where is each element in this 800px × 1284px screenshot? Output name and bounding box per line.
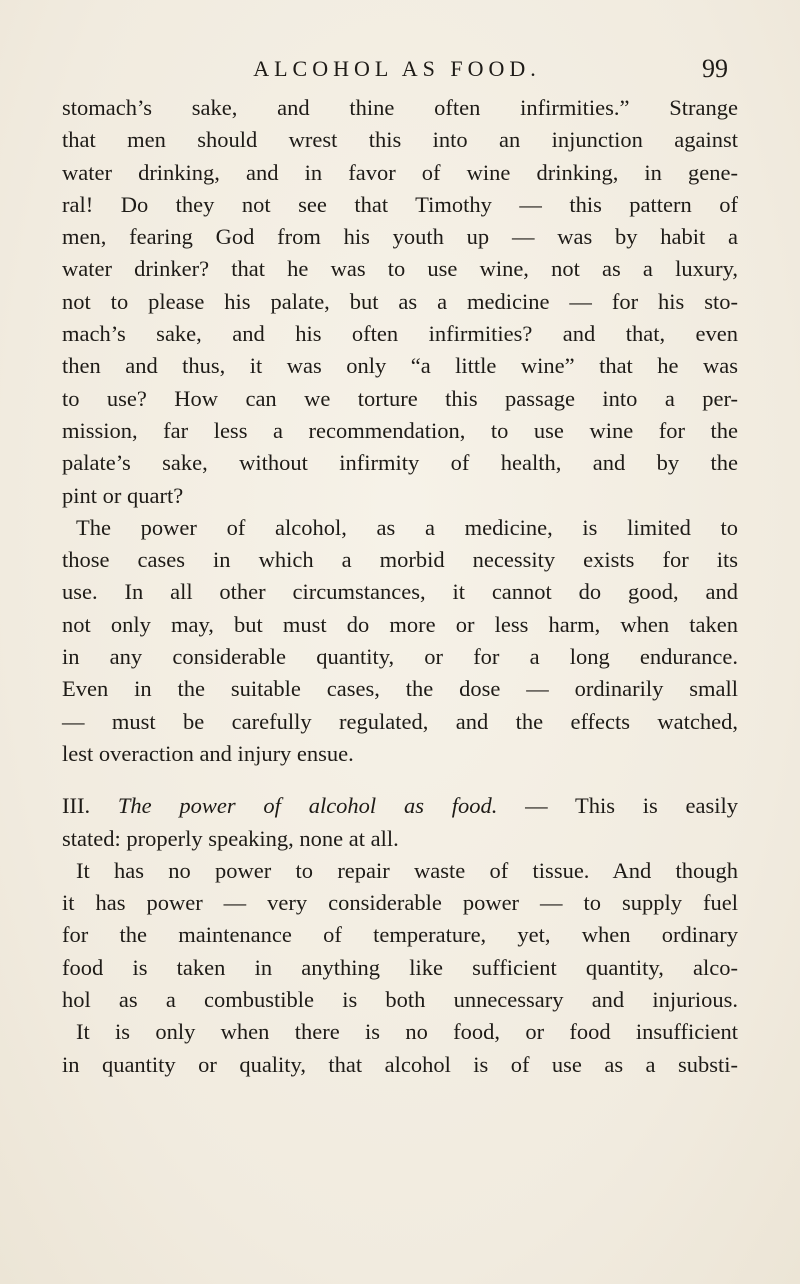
text-line: lest overaction and injury ensue. — [62, 740, 354, 766]
text-line: The power of alcohol, as a medicine, is limited to — [76, 514, 738, 540]
body-text — [62, 92, 738, 1081]
running-head — [66, 56, 728, 86]
text-line: hol as a combustible is both unnecessary and injurious. — [62, 987, 738, 1013]
section-heading-line — [62, 790, 738, 822]
text-line: mission, far less a recommendation, to use wine for the — [62, 417, 738, 443]
page-number: 99 — [702, 54, 728, 83]
text-line: ral! Do they not see that Timothy — this pattern of — [62, 191, 738, 217]
text-line: it has power — very considerable power — to supply fuel — [62, 890, 738, 916]
text-line: not to please his palate, but as a medicine — for his sto- — [62, 288, 738, 314]
text-line: It has no power to repair waste of tissue. And though — [76, 857, 738, 883]
text-line: mach’s sake, and his often infirmities? and that, even — [62, 321, 738, 347]
text-line: pint or quart? — [62, 482, 184, 508]
section-heading-rest: — This is easily — [497, 793, 739, 819]
text-line: not only may, but must do more or less harm, when taken — [62, 611, 738, 637]
paragraph-1 — [62, 92, 738, 512]
text-line: palate’s sake, without infirmity of health, and by the — [62, 450, 738, 476]
text-line: that men should wrest this into an injunction against — [62, 127, 738, 153]
text-line: food is taken in anything like sufficient quantity, alco- — [62, 954, 738, 980]
running-title: ALCOHOL AS FOOD. — [253, 56, 541, 81]
text-line: to use? How can we torture this passage into a per- — [62, 385, 738, 411]
text-line: It is only when there is no food, or food insufficient — [76, 1019, 738, 1045]
text-line: for the maintenance of temperature, yet, when ordinary — [62, 922, 738, 948]
paragraph-2 — [62, 512, 738, 770]
section-number: III. — [62, 793, 91, 819]
section-heading-title: The power of alcohol as food. — [117, 793, 498, 819]
text-line: stomach’s sake, and thine often infirmities.” Strange — [62, 95, 738, 120]
text-line: water drinker? that he was to use wine, not as a luxury, — [62, 256, 738, 282]
text-line: in quantity or quality, that alcohol is of use as a substi- — [62, 1051, 738, 1077]
text-line: stated: properly speaking, none at all. — [62, 825, 399, 851]
text-line: then and thus, it was only “a little wine” that he was — [62, 353, 738, 379]
paragraph-4 — [62, 855, 738, 1081]
text-line: water drinking, and in favor of wine drinking, in gene- — [62, 159, 738, 185]
text-line: Even in the suitable cases, the dose — ordinarily small — [62, 676, 738, 702]
text-line: men, fearing God from his youth up — was by habit a — [62, 224, 738, 250]
section-spacer — [62, 770, 738, 790]
text-line: in any considerable quantity, or for a long endurance. — [62, 644, 738, 670]
text-line: use. In all other circumstances, it cannot do good, and — [62, 579, 738, 605]
text-line: — must be carefully regulated, and the effects watched, — [62, 708, 738, 734]
section-iii-paragraph — [62, 790, 738, 855]
text-line: those cases in which a morbid necessity exists for its — [62, 547, 738, 573]
